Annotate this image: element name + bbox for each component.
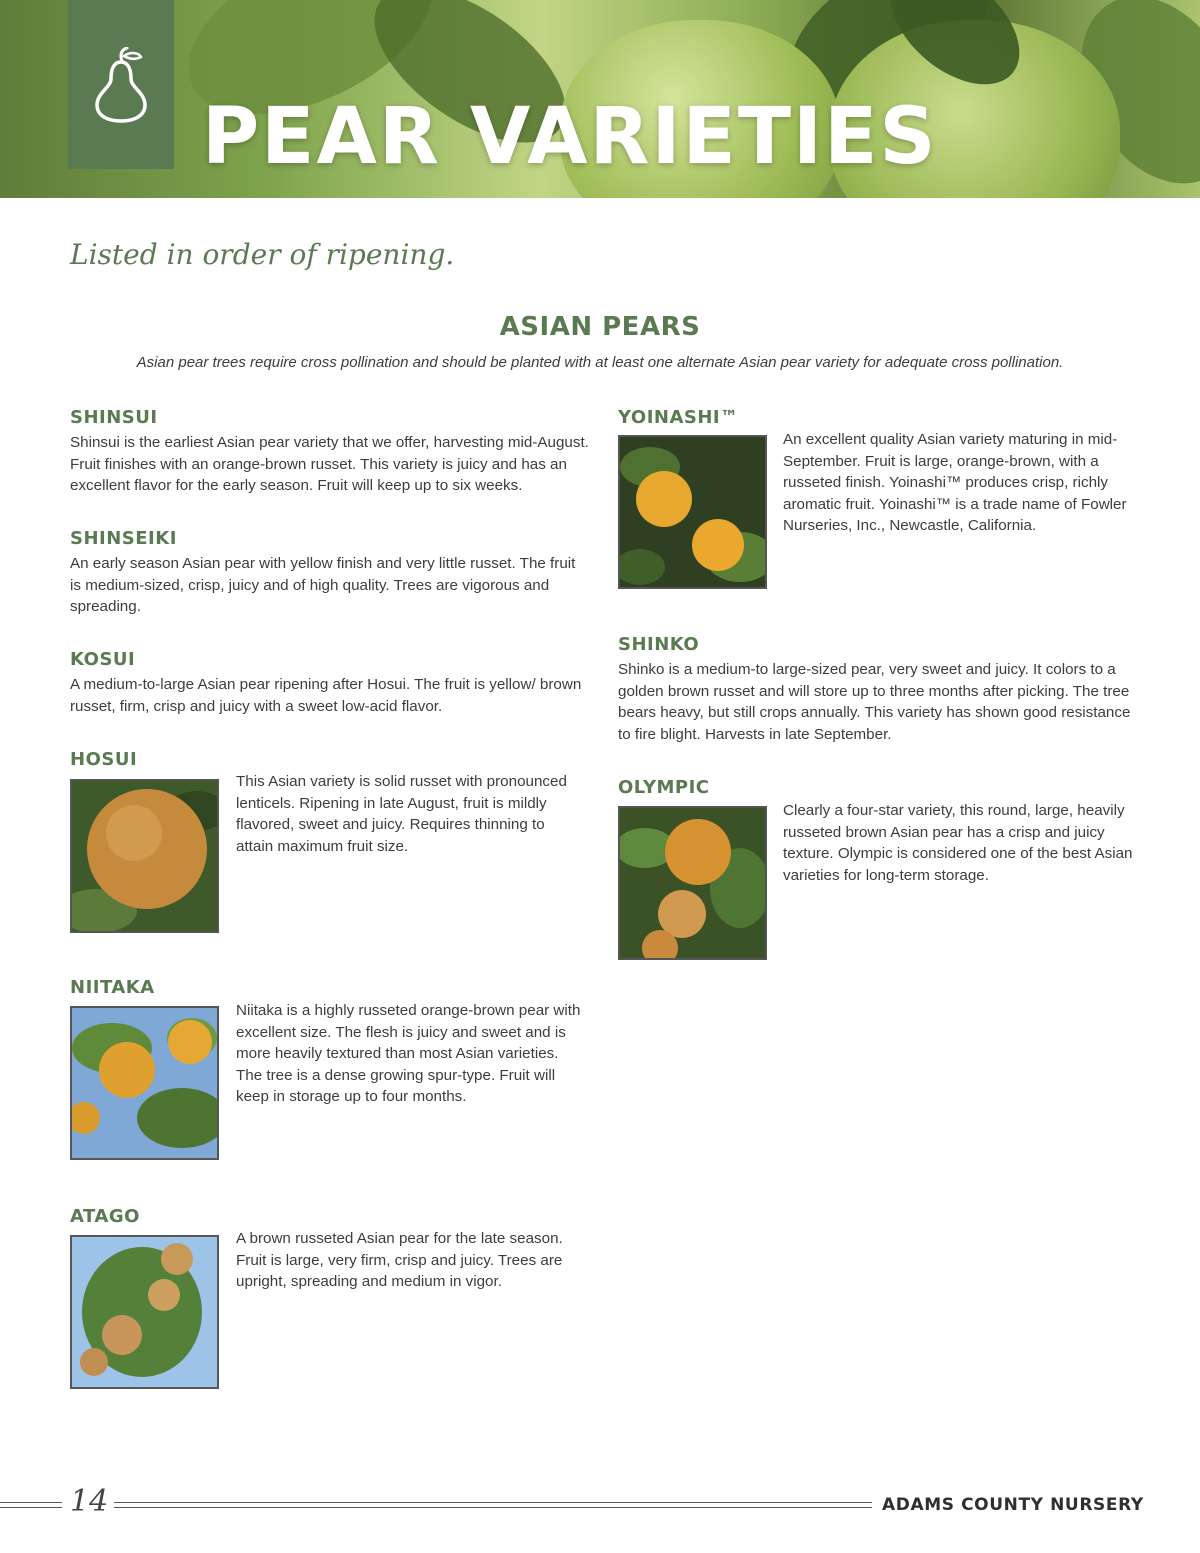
yoinashi-photo bbox=[618, 435, 767, 589]
footer-rule bbox=[114, 1507, 872, 1508]
tagline: Listed in order of ripening. bbox=[70, 238, 455, 271]
variety-niitaka bbox=[70, 977, 590, 1002]
variety-description: Shinsui is the earliest Asian pear variety that we offer, harvesting mid-August. Fruit finishes with an orange-brown russet. This variety is juicy and has an excellent flavor for the early season. Fruit will keep up to six weeks. bbox=[70, 434, 589, 495]
atago-photo bbox=[70, 1235, 219, 1389]
brand-name: ADAMS COUNTY NURSERY bbox=[882, 1495, 1144, 1515]
pear-outline-icon bbox=[91, 47, 151, 123]
variety-name: NIITAKA bbox=[70, 977, 155, 998]
hosui-photo bbox=[70, 779, 219, 933]
variety-shinsui bbox=[70, 407, 590, 497]
footer-rule bbox=[0, 1507, 62, 1508]
variety-name: KOSUI bbox=[70, 649, 136, 670]
variety-shinseiki bbox=[70, 528, 590, 618]
header-banner bbox=[0, 0, 1200, 198]
olympic-description: Clearly a four-star variety, this round, large, heavily russeted brown Asian pear has a crisp and juicy texture. Olympic is considered one of the best Asian varieties for long-term storage. bbox=[783, 802, 1133, 884]
variety-olympic bbox=[618, 777, 1138, 802]
variety-name: YOINASHI™ bbox=[618, 407, 739, 428]
page-number: 14 bbox=[70, 1484, 109, 1519]
variety-name: HOSUI bbox=[70, 749, 138, 770]
variety-kosui bbox=[70, 649, 590, 717]
variety-name: ATAGO bbox=[70, 1206, 140, 1227]
variety-shinko bbox=[618, 634, 1138, 745]
variety-name: OLYMPIC bbox=[618, 777, 710, 798]
footer-rule bbox=[0, 1502, 62, 1503]
variety-description: A medium-to-large Asian pear ripening after Hosui. The fruit is yellow/ brown russet, firm, crisp and juicy with a sweet low-acid flavor. bbox=[70, 676, 582, 715]
atago-description: A brown russeted Asian pear for the late season. Fruit is large, very firm, crisp and juicy. Trees are upright, spreading and medium in vigor. bbox=[236, 1230, 563, 1291]
olympic-photo bbox=[618, 806, 767, 960]
hosui-description: This Asian variety is solid russet with pronounced lenticels. Ripening in late August, fruit is mildly flavored, sweet and juicy. Requires thinning to attain maximum fruit size. bbox=[236, 773, 567, 855]
variety-name: SHINKO bbox=[618, 634, 700, 655]
logo-box bbox=[68, 0, 174, 169]
variety-name: SHINSUI bbox=[70, 407, 158, 428]
footer-rule bbox=[114, 1502, 872, 1503]
yoinashi-description: An excellent quality Asian variety maturing in mid-September. Fruit is large, orange-brown, with a russeted finish. Yoinashi™ produces crisp, richly aromatic fruit. Yoinashi™ is a trade name of Fowler Nurseries, Inc., Newcastle, California. bbox=[783, 431, 1127, 535]
niitaka-description: Niitaka is a highly russeted orange-brown pear with excellent size. The flesh is juicy and sweet and is more heavily textured than most Asian varieties. The tree is a dense growing spur-type. Fruit will keep in storage up to four months. bbox=[236, 1002, 581, 1106]
variety-description: An early season Asian pear with yellow finish and very little russet. The fruit is medium-sized, crisp, juicy and of high quality. Trees are vigorous and spreading. bbox=[70, 555, 576, 616]
variety-description: Shinko is a medium-to large-sized pear, very sweet and juicy. It colors to a golden brown russet and will store up to three months after picking. The tree bears heavy, but still crops annually. This variety has shown good resistance to fire blight. Harvests in late September. bbox=[618, 661, 1131, 743]
section-note: Asian pear trees require cross pollination and should be planted with at least one alternate Asian pear variety for adequate cross pollination. bbox=[136, 354, 1064, 371]
variety-name: SHINSEIKI bbox=[70, 528, 177, 549]
section-title: ASIAN PEARS bbox=[499, 312, 701, 342]
niitaka-photo bbox=[70, 1006, 219, 1160]
page-title: PEAR VARIETIES bbox=[202, 92, 938, 182]
